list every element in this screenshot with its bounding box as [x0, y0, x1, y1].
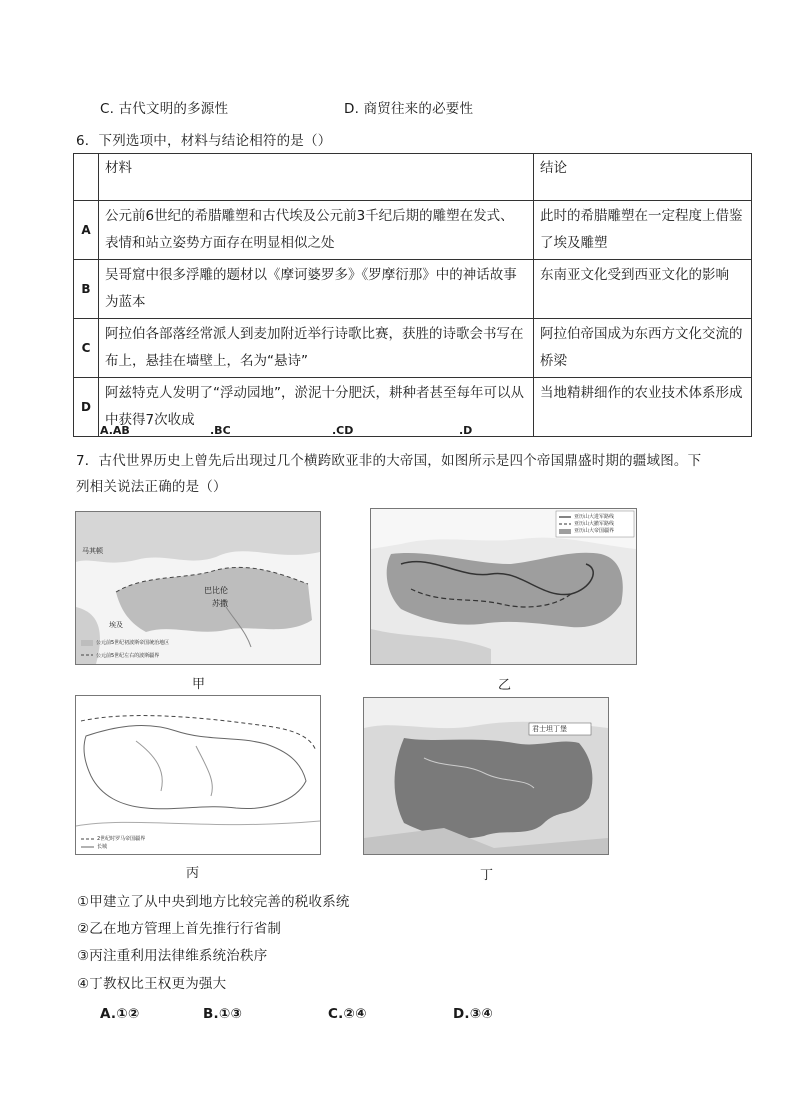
map-bing-caption: 丙	[186, 866, 200, 881]
map-jia-legend-2: 公元前5世纪左右的波斯疆界	[96, 653, 160, 659]
row-material: 吴哥窟中很多浮雕的题材以《摩诃婆罗多》《罗摩衍那》中的神话故事为蓝本	[99, 260, 534, 319]
map-jia-label-egypt: 埃及	[109, 621, 123, 629]
row-material: 阿拉伯各部落经常派人到麦加附近举行诗歌比赛，获胜的诗歌会书写在布上，悬挂在墙壁上，名为“悬诗”	[99, 319, 534, 378]
map-yi-caption: 乙	[498, 678, 512, 693]
map-bing	[75, 695, 321, 855]
map-jia-label-macedon: 马其顿	[82, 547, 103, 555]
map-bing-image	[76, 696, 320, 854]
map-ding-caption: 丁	[480, 868, 494, 883]
q7-statement-3: ③丙注重利用法律维系统治秩序	[77, 948, 268, 964]
row-label: A	[74, 201, 99, 260]
q7-stem-line1: 7．古代世界历史上曾先后出现过几个横跨欧亚非的大帝国，如图所示是四个帝国鼎盛时期的疆域图。下	[76, 453, 702, 469]
q6-answer-d: .D	[459, 424, 473, 437]
q5-option-d: D. 商贸往来的必要性	[344, 101, 474, 117]
map-ding-label-constantinople: 君士坦丁堡	[532, 725, 567, 733]
row-label: B	[74, 260, 99, 319]
row-conclusion: 东南亚文化受到西亚文化的影响	[534, 260, 752, 319]
q6-stem: 6．下列选项中，材料与结论相符的是（）	[76, 133, 332, 149]
map-jia-caption: 甲	[192, 677, 206, 692]
q6-answer-a: A.AB	[100, 424, 130, 437]
q6-table	[73, 153, 752, 437]
row-conclusion: 当地精耕细作的农业技术体系形成	[534, 378, 752, 437]
map-yi	[370, 508, 637, 665]
map-jia-legend-1: 公元前5世纪初波斯帝国统治地区	[96, 640, 170, 646]
row-label: D	[74, 378, 99, 437]
map-yi-legend-1: 亚历山大进军路线	[574, 514, 615, 520]
map-jia-label-babylon: 巴比伦	[204, 586, 228, 595]
q7-choice-a: A.①②	[100, 1006, 140, 1022]
map-yi-legend-2: 亚历山大撤军路线	[574, 521, 615, 527]
map-ding-image	[364, 698, 608, 854]
table-header-conclusion: 结论	[534, 154, 752, 201]
map-bing-legend-2: 长城	[97, 844, 108, 850]
map-ding	[363, 697, 609, 855]
q5-option-c: C. 古代文明的多源性	[100, 101, 229, 117]
row-label: C	[74, 319, 99, 378]
q6-answer-c: .CD	[332, 424, 354, 437]
map-yi-legend-3: 亚历山大帝国疆界	[574, 528, 615, 534]
q7-choice-b: B.①③	[203, 1006, 243, 1022]
table-row	[74, 378, 752, 437]
table-row	[74, 319, 752, 378]
row-material: 公元前6世纪的希腊雕塑和古代埃及公元前3千纪后期的雕塑在发式、表情和站立姿势方面存在明显相似之处	[99, 201, 534, 260]
map-jia-label-susa: 苏撒	[212, 599, 228, 608]
table-row	[74, 260, 752, 319]
q7-choice-d: D.③④	[453, 1006, 493, 1022]
row-material: 阿兹特克人发明了“浮动园地”，淤泥十分肥沃，耕种者甚至每年可以从中获得7次收成	[99, 378, 534, 437]
table-row	[74, 201, 752, 260]
q7-choice-c: C.②④	[328, 1006, 367, 1022]
q6-answer-b: .BC	[210, 424, 231, 437]
q7-statement-2: ②乙在地方管理上首先推行行省制	[77, 921, 282, 937]
table-header-blank	[74, 154, 99, 201]
table-header-material: 材料	[99, 154, 534, 201]
row-conclusion: 此时的希腊雕塑在一定程度上借鉴了埃及雕塑	[534, 201, 752, 260]
q7-statement-4: ④丁教权比王权更为强大	[77, 976, 227, 992]
q7-stem-line2: 列相关说法正确的是（）	[76, 479, 227, 495]
map-jia	[75, 511, 321, 665]
row-conclusion: 阿拉伯帝国成为东西方文化交流的桥梁	[534, 319, 752, 378]
map-bing-legend-1: 2世纪时罗马帝国疆界	[97, 836, 146, 842]
q7-statement-1: ①甲建立了从中央到地方比较完善的税收系统	[77, 894, 350, 910]
table-header-row	[74, 154, 752, 201]
